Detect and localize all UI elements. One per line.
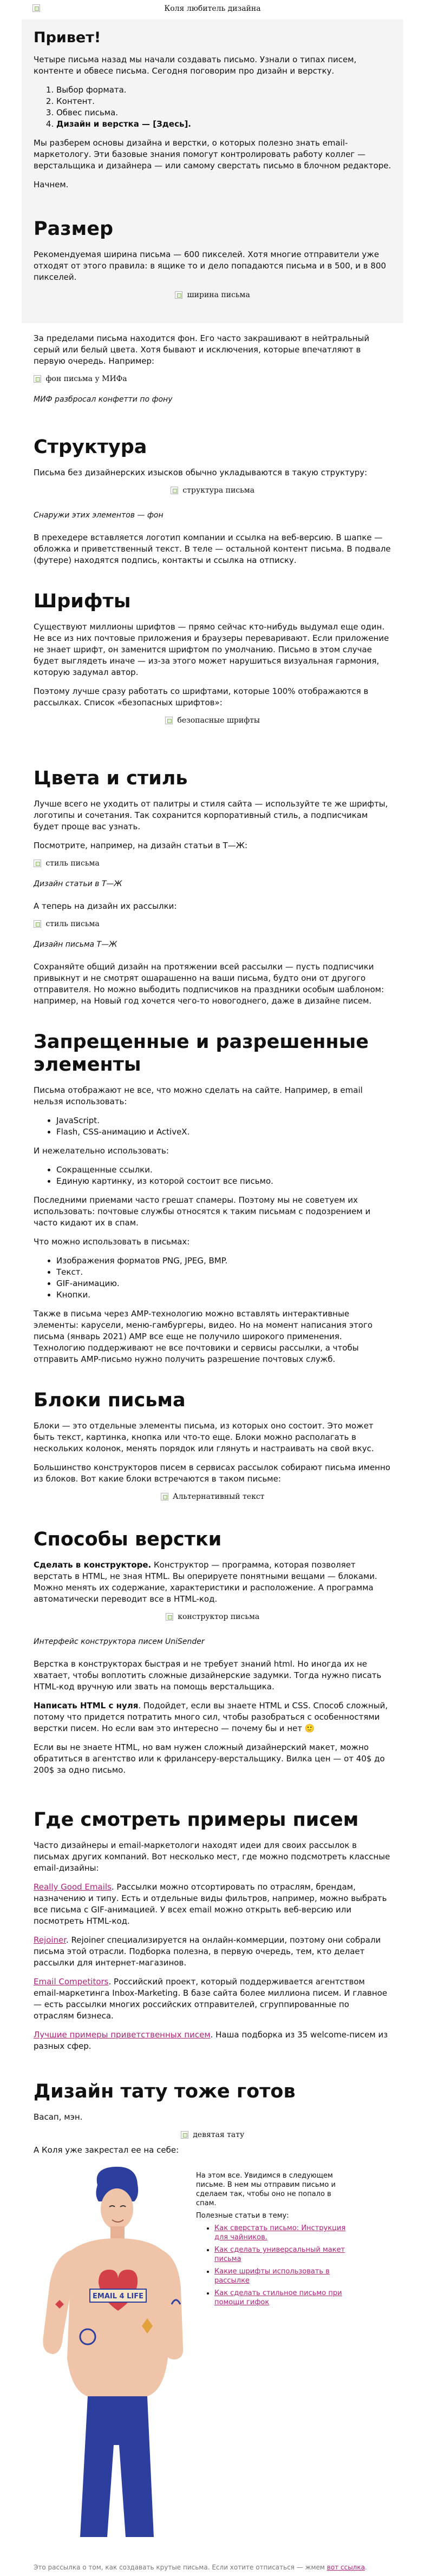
broken-image-icon [161,1493,168,1500]
forbidden-item: • JavaScript. [56,1115,391,1126]
step-item: 2. Контент. [56,96,391,107]
safe-fonts-image-alt: безопасные шрифты [177,716,260,725]
broken-image-icon [32,4,40,12]
background-image [34,375,391,383]
examples-section [22,1789,403,2065]
structure-caption: Снаружи этих элементов — фон [34,511,164,520]
pants-shape [80,2396,154,2537]
tj-email-image [34,920,391,928]
broken-image-icon [175,291,182,299]
examples-title: Где смотреть примеры писем [34,1809,359,1831]
step-item-current [56,119,391,130]
structure-section [22,422,403,579]
undesired-item: • Сокращенные ссылки. [56,1164,391,1176]
allowed-item: • Текст. [56,1267,391,1278]
example-text: . Рассылки можно отсортировать по отраслям, брендам, назначению и типу. Есть и отдельные виды фильтров, например, можно выбрать все письма с GIF-анимацией. У всех email можно открыть веб-версию или посмотреть HTML-код. [34,1882,387,1926]
welcome-emails-link[interactable]: Лучшие примеры приветственных писем [34,2030,211,2040]
size-paragraph: За пределами письма находится фон. Его часто закрашивают в нейтральный серый или белый цвета. Хотя бывают и исключения, которые впечатляют в первую очередь. Например: [34,333,370,366]
constructor-image-alt: конструктор письма [178,1613,260,1621]
example-item [34,2029,391,2052]
email-page [22,0,403,2576]
layout-paragraph [34,1559,391,1605]
safe-fonts-image [34,716,391,725]
torso-shape [67,2238,168,2396]
tattoo-illustration-area [34,2164,391,2549]
structure-paragraph: В прехедере вставляется логотип компании и ссылка на веб-версию. В шапке — обложка и приветственный текст. В теле — остальной контент письма. В подвале (футере) находятся подпись, контакты и ссылка на отписку. [34,533,391,565]
fonts-paragraph: Поэтому лучше сразу работать со шрифтами, которые 100% отображаются в рассылках. Список «безопасных шрифтов»: [34,686,369,707]
blocks-paragraph: Большинство конструкторов писем в сервисах рассылок собирают письма именно из блоков. Вот какие блоки встречаются в таком письме: [34,1463,390,1484]
background-image-alt: фон письма у МИФа [45,375,127,383]
elements-paragraph: Письма отображают не все, что можно сделать на сайте. Например, в email нельзя использовать: [34,1085,363,1106]
elements-paragraph: И нежелательно использовать: [34,1146,169,1156]
size-title: Размер [34,218,114,240]
structure-image-alt: структура письма [182,486,255,495]
useful-articles-list [196,2224,350,2307]
intro-title: Привет! [34,29,101,46]
article-link-gifs[interactable]: Как сделать стильное письмо при помощи гифок [214,2289,342,2306]
broken-image-icon [171,487,178,494]
right-arm-shape [161,2250,183,2359]
html-label: Написать HTML с нуля [34,1701,139,1710]
layout-paragraph: Если вы не знаете HTML, но вам нужен сложный дизайнерский макет, можно обратиться в агентство или к фрилансеру-верстальщику. Вилка цен — от 40$ до 200$ за одно письмо. [34,1742,385,1775]
allowed-item: • Изображения форматов PNG, JPEG, BMP. [56,1255,391,1267]
blocks-title: Блоки письма [34,1389,186,1411]
broken-image-icon [165,717,173,724]
article-link-fonts[interactable]: Какие шрифты использовать в рассылке [214,2267,330,2285]
forbidden-list [34,1115,391,1138]
colors-paragraph: Лучше всего не уходить от палитры и стиля сайта — используйте те же шрифты, логотипы и сочетания. Так сохранится корпоративный стиль, а подписчикам будет проще вас узнать. [34,799,388,831]
tj-article-image [34,859,391,868]
examples-paragraph: Часто дизайнеры и email-маркетологи находят идеи для своих рассылок в письмах других компаний. Вот несколько мест, где можно подсмотреть классные email-дизайны: [34,1840,390,1873]
blocks-image [34,1492,391,1501]
step-item: 3. Обвес письма. [56,107,391,119]
html-text: . Подойдет, если вы знаете HTML и CSS. Способ сложный, потому что придется потратить много сил, чтобы разобраться с особенностями верстки писем. Но если вам это интересно — почему бы и нет 🙂 [34,1701,388,1733]
tattoo-title: Дизайн тату тоже готов [34,2081,296,2102]
article-item [214,2224,350,2242]
example-item [34,1882,391,1927]
blocks-paragraph: Блоки — это отдельные элементы письма, из которых оно состоит. Это может быть текст, картинка, кнопка или что-то еще. Блоки можно располагать в нескольких колонок, менять порядок или глянуть и настраивать на свой вкус. [34,1421,374,1453]
background-caption: МИФ разбросал конфетти по фону [34,395,173,404]
step-item: 1. Выбор формата. [56,84,391,96]
tj-article-caption: Дизайн статьи в Т—Ж [34,880,122,888]
tattoo-section [22,2065,403,2554]
article-link-template[interactable]: Как сделать универсальный макет письма [214,2246,345,2263]
allowed-list [34,1255,391,1301]
constructor-caption: Интерфейс конструктора писем UniSender [34,1637,205,1646]
elements-paragraph: Что можно использовать в письмах: [34,1237,190,1247]
step-current-label: Дизайн и верстка — [Здесь]. [56,119,192,129]
sidebar-paragraph: Полезные статьи в тему: [196,2212,289,2220]
allowed-item: • GIF-анимацию. [56,1278,391,1289]
broken-image-icon [34,860,41,867]
tj-email-image-alt: стиль письма [45,920,100,928]
article-item [214,2289,350,2307]
fonts-section [22,579,403,745]
structure-title: Структура [34,436,147,458]
steps-list [34,84,391,130]
rejoiner-link[interactable]: Rejoiner [34,1935,67,1945]
size-card [22,207,403,323]
tj-article-image-alt: стиль письма [45,859,100,868]
blocks-section [22,1378,403,1522]
forbidden-item: • Flash, CSS-анимацию и ActiveX. [56,1126,391,1138]
example-text: . Наша подборка из 35 welcome-писем из разных сфер. [34,2030,388,2051]
example-text: . Российский проект, который поддерживается агентством email-маркетинга Inbox-Marketing. В базе сайта более миллиона писем. И главное — есть рассылки многих российских отправителей, сгруппированные по отраслям бизнеса. [34,1977,388,2021]
article-item [214,2267,350,2285]
article-link-layout[interactable]: Как сверстать письмо: Инструкция для чайников. [214,2224,346,2241]
tattoo-image-alt: девятая тату [193,2131,245,2139]
constructor-text: Конструктор — программа, которая позволяет верстать в HTML, не зная HTML. Вы оперируете понятными вещами — блоками. Можно менять их содержание, характеристики и расположение. А программа автоматически переводит все в HTML-код. [34,1560,377,1604]
layout-title: Способы верстки [34,1529,222,1550]
example-item [34,1935,391,1969]
width-image [34,291,391,299]
unsubscribe-link[interactable]: вот ссылка [326,2564,365,2571]
article-item [214,2245,350,2264]
tattoo-sidebar [196,2171,350,2315]
colors-paragraph: Сохраняйте общий дизайн на протяжении всей рассылки — пусть подписчики привыкнут и не смотрят ошарашенно на ваши письма, будто они от другого отправителя. Но можно выбодить подписчиков на праздники особым шаблоном: например, на Новый год хочется чего-то новогоднего, даже в дизайне писем. [34,962,384,1006]
size-paragraph: Рекомендуемая ширина письма — 600 пикселей. Хотя многие отправители уже отходят от этого правила: в ящике то и дело попадаются письма и в 500, и в 800 пикселей. [34,250,387,282]
layout-section [22,1528,403,1789]
tattoo-text: EMAIL 4 LIFE [93,2292,143,2300]
really-good-emails-link[interactable]: Really Good Emails [34,1882,112,1892]
tj-email-caption: Дизайн письма Т—Ж [34,940,117,949]
tattoo-image [34,2131,391,2139]
example-text: . Rejoiner специализируется на онлайн-коммерции, поэтому они собрали письма этой отрасли. Подборка полезна, в первую очередь, тем, кто делает рассылки для интернет-магазинов. [34,1935,381,1968]
footer-text: Это рассылка о том, как создавать крутые письма. Если хотите отписаться — жмем [34,2564,327,2571]
structure-image [34,486,391,495]
fonts-title: Шрифты [34,591,131,612]
width-image-alt: ширина письма [187,291,250,299]
face-shape [101,2188,133,2230]
tattoo-paragraph: А Коля уже закрестал ее на себе: [34,2145,179,2155]
colors-paragraph: Посмотрите, например, на дизайн статьи в Т—Ж: [34,841,248,850]
layout-paragraph [34,1700,391,1734]
undesired-item: • Единую картинку, из которой состоит все письмо. [56,1176,391,1187]
broken-image-icon [34,375,41,383]
constructor-label: Сделать в конструкторе. [34,1560,152,1570]
footer [22,2554,403,2576]
left-arm-shape [43,2250,71,2354]
tattoo-character-illustration [34,2164,191,2542]
broken-image-icon [34,920,41,928]
blocks-image-alt: Альтернативный текст [173,1492,265,1501]
header-banner [22,0,403,19]
intro-paragraph: Начнем. [34,180,69,189]
intro-card [22,19,403,207]
banner-alt-text: Коля любитель дизайна [164,4,261,13]
colors-paragraph: А теперь на дизайн их рассылки: [34,901,177,911]
intro-paragraph: Четыре письма назад мы начали создавать письмо. Узнали о типах писем, контенте и обвесе письма. Сегодня поговорим про дизайн и верстку. [34,55,357,76]
structure-paragraph: Письма без дизайнерских изысков обычно укладываются в такую структуру: [34,468,368,477]
email-competitors-link[interactable]: Email Competitors [34,1977,109,1987]
size-background-section [22,323,403,422]
sidebar-paragraph: На этом все. Увидимся в следующем письме. В нем мы отправим письмо и сделаем так, чтобы оно не попало в спам. [196,2172,336,2207]
elements-paragraph: Также в письма через AMP-технологию можно вставлять интерактивные элементы: карусели, меню-гамбургеры, видео. Но на момент написания этого письма (январь 2021) AMP все еще не получило широкого применения. Технологию поддерживают не все почтовики и сервисы рассылки, а чтобы отправить AMP-письмо нужно получить разрешение почтовых служб. [34,1309,373,1364]
tattoo-greeting: Васап, мэн. [34,2112,83,2122]
intro-paragraph: Мы разберем основы дизайна и верстки, о которых полезно знать email-маркетологу. Эти базовые знания помогут контролировать работу коллег — верстальщика и дизайнера — или самому сверстать письмо в блочном редакторе. [34,138,391,171]
constructor-image [34,1613,391,1621]
elements-section [22,1020,403,1378]
elements-title: Запрещенные и разрешенные элементы [34,1031,369,1076]
colors-section [22,745,403,1020]
broken-image-icon [181,2131,188,2139]
footer-end: . [364,2564,367,2571]
colors-title: Цвета и стиль [34,768,188,789]
undesired-list [34,1164,391,1187]
elements-paragraph: Последними приемами часто грешат спамеры. Поэтому мы не советуем их использовать: почтовые службы относятся к таким письмам с подозрением и часто кидают их в спам. [34,1195,371,1228]
fonts-paragraph: Существуют миллионы шрифтов — прямо сейчас кто-нибудь выдумал еще один. Не все из них почтовые приложения и браузеры переваривают. Если приложение не знает шрифт, он заменится шрифтом по умолчанию. Письмо в этом случае будет выглядеть иначе — из-за этого может нарушиться визуальная гармония, которую задумал автор. [34,622,389,677]
layout-paragraph: Верстка в конструкторах быстрая и не требует знаний html. Но иногда их не хватает, чтобы воплотить сложные дизайнерские задумки. Тогда нужно писать HTML-код вручную или звать на помощь верстальщика. [34,1659,382,1692]
broken-image-icon [166,1613,173,1621]
allowed-item: • Кнопки. [56,1289,391,1301]
example-item [34,1976,391,2022]
